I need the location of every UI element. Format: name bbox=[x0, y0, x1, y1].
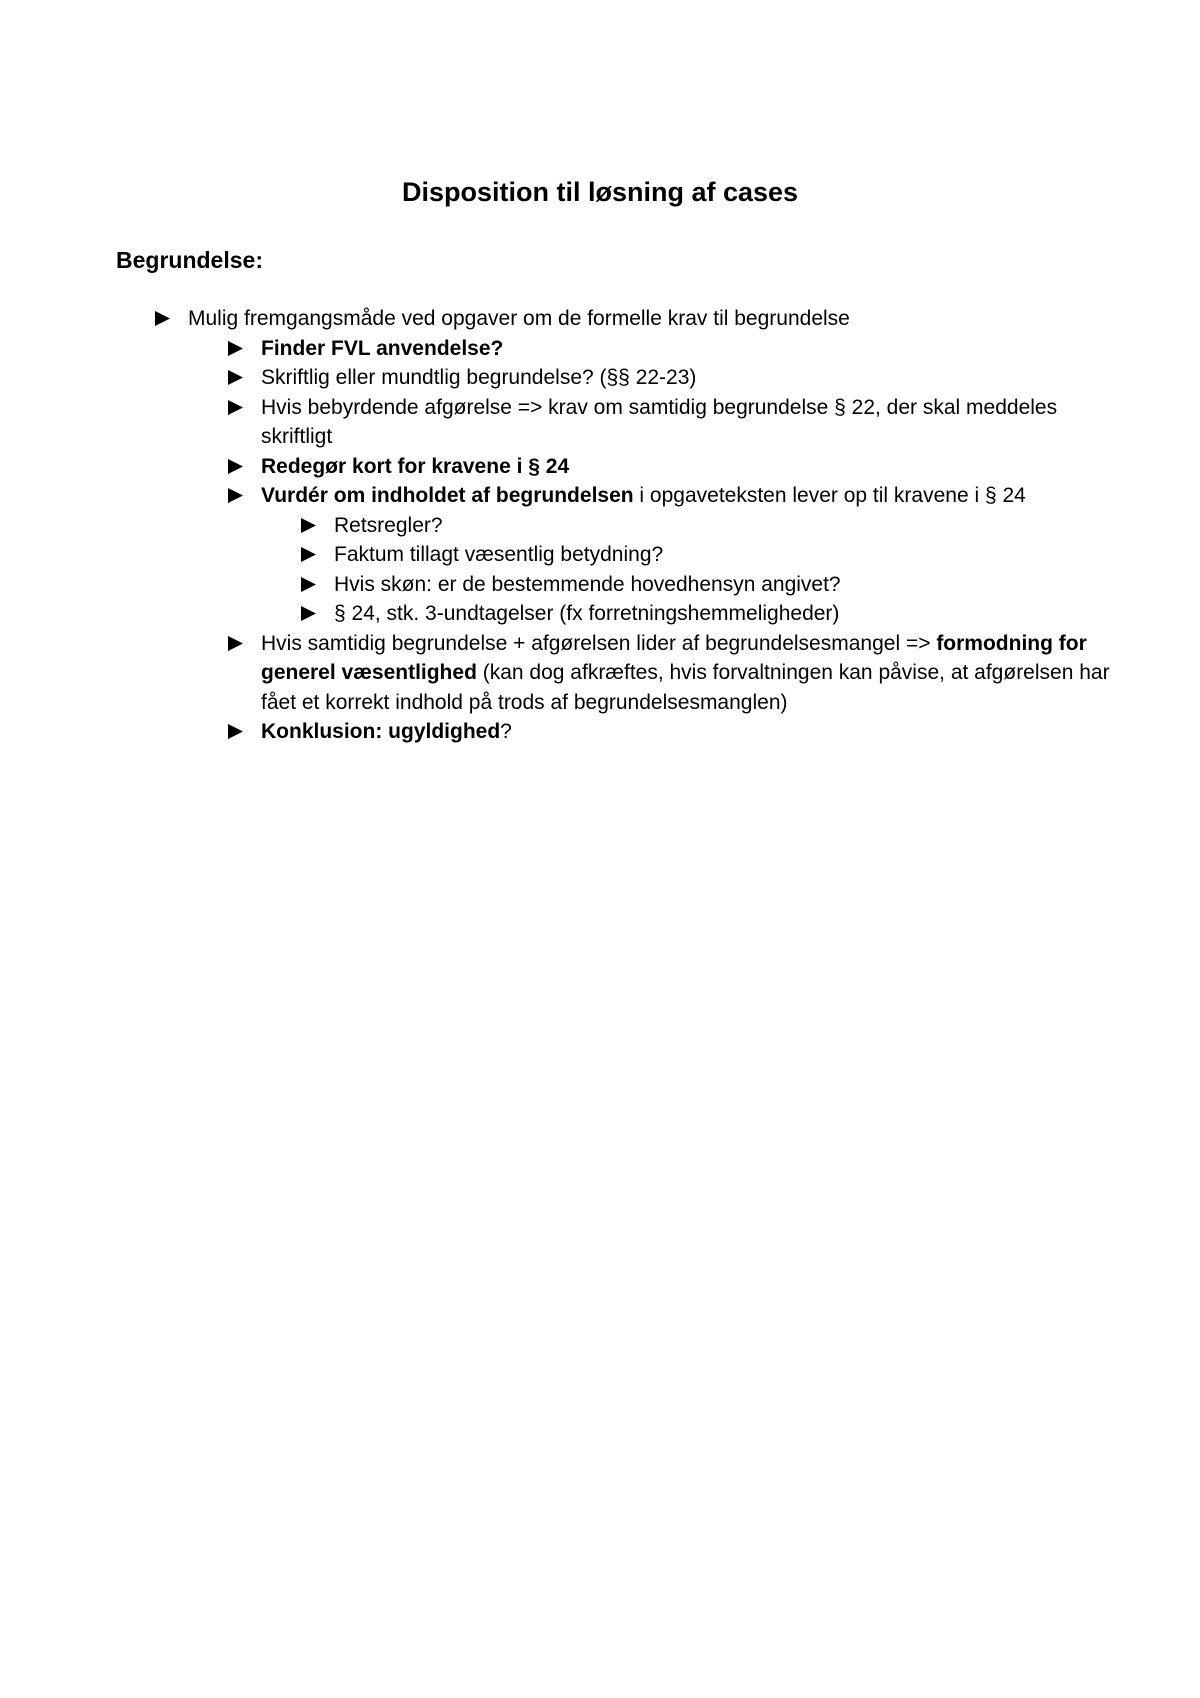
item-text-segment: Faktum tillagt væsentlig betydning? bbox=[334, 543, 664, 566]
document-title: Disposition til løsning af cases bbox=[401, 177, 799, 207]
triangle-right-icon bbox=[228, 452, 248, 482]
triangle-right-icon bbox=[301, 511, 321, 541]
triangle-right-icon bbox=[301, 599, 321, 629]
item-text-segment: formodning for generel væsentlighed bbox=[261, 631, 1087, 684]
item-text-segment: Retsregler? bbox=[334, 513, 443, 537]
outline-item-level-2 bbox=[0, 334, 1110, 364]
section-heading: Begrundelse: bbox=[116, 247, 263, 273]
triangle-right-icon bbox=[155, 304, 175, 334]
item-text-segment: Vurdér om indholdet af begrundelsen bbox=[261, 484, 634, 507]
outline-item-level-2 bbox=[0, 363, 1110, 393]
item-text-segment: Skriftlig eller mundtlig begrundelse? (§§ 22-23) bbox=[261, 366, 697, 389]
triangle-right-icon bbox=[228, 717, 248, 747]
outline-list bbox=[0, 304, 1200, 747]
item-text-segment: § 24, stk. 3-undtagelser (fx forretningshemmeligheder) bbox=[334, 602, 840, 625]
triangle-right-icon bbox=[228, 393, 248, 423]
item-text-segment: Hvis bebyrdende afgørelse => krav om samtidig begrundelse § 22, der skal meddeles skriftligt bbox=[261, 395, 1058, 448]
item-text-segment: (kan dog afkræftes, hvis forvaltningen kan påvise, at afgørelsen har fået et korrekt indhold på trods af begrundelsesmanglen) bbox=[261, 661, 1110, 714]
item-text-segment: Hvis skøn: er de bestemmende hovedhensyn angivet? bbox=[334, 572, 841, 596]
triangle-right-icon bbox=[301, 540, 321, 570]
item-text-segment: Finder FVL anvendelse? bbox=[261, 336, 504, 360]
outline-item-level-3 bbox=[0, 599, 1110, 629]
outline-item-level-1 bbox=[0, 304, 1110, 334]
triangle-right-icon bbox=[228, 334, 248, 364]
item-text-segment: Hvis samtidig begrundelse + afgørelsen lider af begrundelsesmangel => bbox=[261, 631, 937, 655]
triangle-right-icon bbox=[228, 363, 248, 393]
triangle-right-icon bbox=[228, 629, 248, 659]
outline-item-level-2 bbox=[0, 481, 1110, 511]
outline-item-level-2 bbox=[0, 393, 1110, 452]
outline-item-level-2 bbox=[0, 629, 1110, 718]
outline-item-level-3 bbox=[0, 511, 1110, 541]
item-text-segment: Mulig fremgangsmåde ved opgaver om de formelle krav til begrundelse bbox=[188, 307, 850, 330]
item-text-segment: Konklusion: ugyldighed bbox=[261, 720, 501, 743]
outline-item-level-3 bbox=[0, 540, 1110, 570]
item-text-segment: ? bbox=[500, 720, 512, 743]
item-text-segment: Redegør kort for kravene i § 24 bbox=[261, 454, 570, 478]
outline-item-level-2 bbox=[0, 717, 1110, 747]
outline-item-level-2 bbox=[0, 452, 1110, 482]
outline-item-level-3 bbox=[0, 570, 1110, 600]
triangle-right-icon bbox=[228, 481, 248, 511]
item-text-segment: i opgaveteksten lever op til kravene i § 24 bbox=[633, 484, 1026, 507]
triangle-right-icon bbox=[301, 570, 321, 600]
